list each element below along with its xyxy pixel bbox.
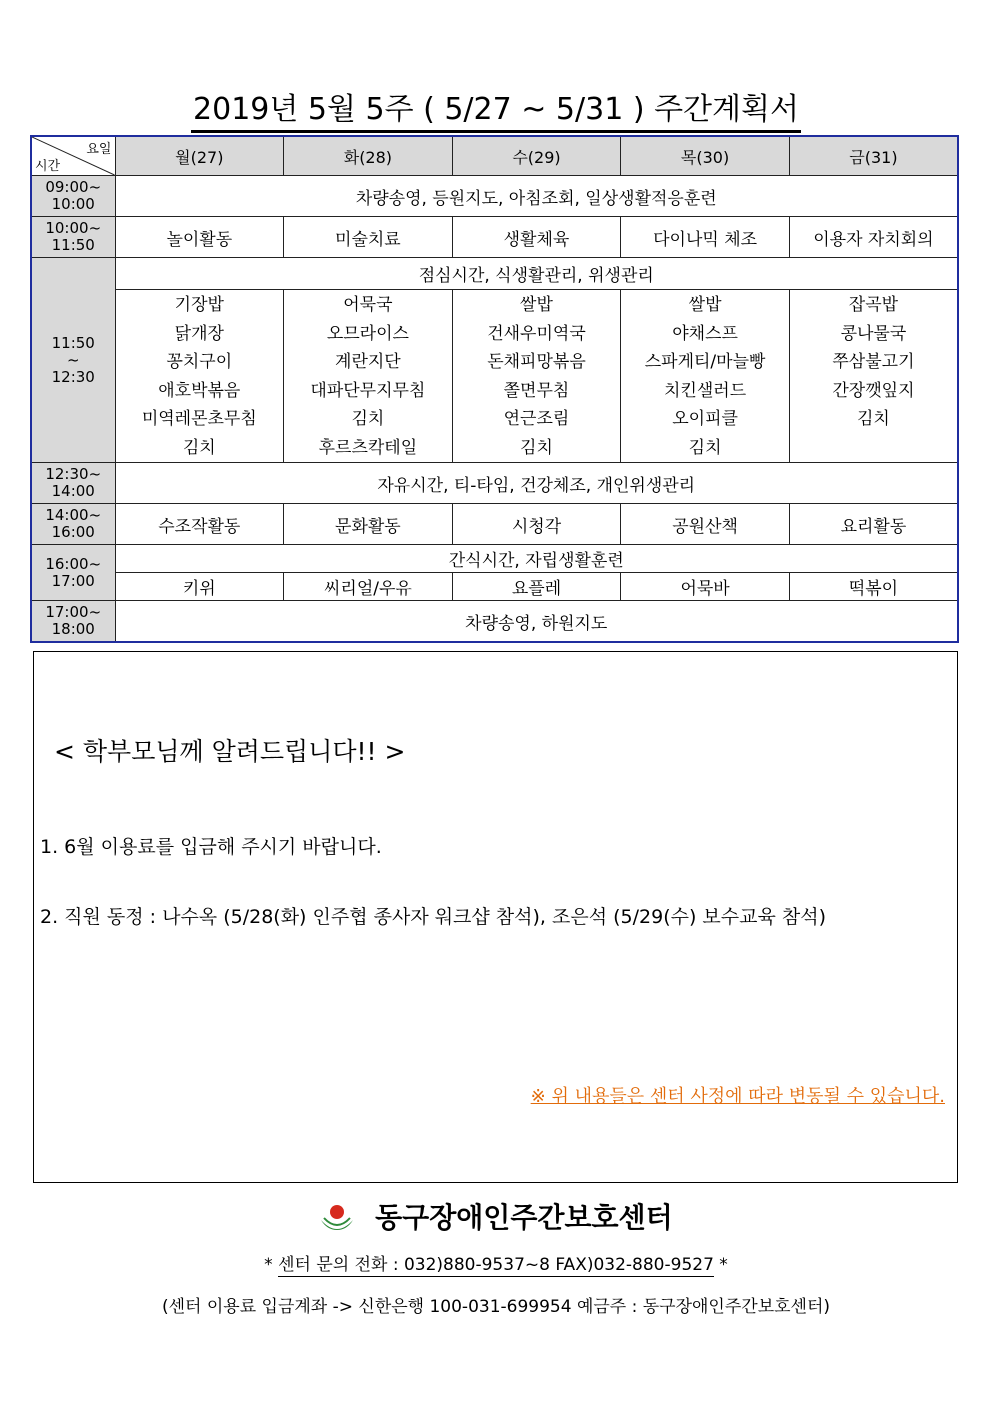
notice-box (33, 651, 958, 1183)
snack-cell: 키위 (115, 573, 284, 601)
time-cell: 11:50 ~ 12:30 (31, 258, 115, 463)
schedule-row (31, 504, 958, 545)
corner-time-label: 시간 (35, 159, 61, 174)
schedule-row (31, 601, 958, 643)
activity-cell: 시청각 (452, 504, 621, 545)
notice-title: < 학부모님께 알려드립니다!! > (54, 737, 406, 766)
day-header-wed: 수(29) (452, 136, 621, 176)
time-cell: 14:00~ 16:00 (31, 504, 115, 545)
corner-cell (31, 136, 115, 176)
time-cell: 12:30~ 14:00 (31, 463, 115, 504)
time-cell: 16:00~ 17:00 (31, 545, 115, 601)
time-cell: 17:00~ 18:00 (31, 601, 115, 643)
day-header-fri: 금(31) (789, 136, 958, 176)
snack-cell: 어묵바 (621, 573, 790, 601)
day-header-tue: 화(28) (284, 136, 453, 176)
activity-cell: 놀이활동 (115, 217, 284, 258)
center-name-text: 동구장애인주간보호센터 (375, 1201, 673, 1234)
activity-cell: 간식시간, 자립생활훈련 (115, 545, 958, 573)
contact-line: * 센터 문의 전화 : 032)880-9537~8 FAX)032-880-9527 * (264, 1255, 728, 1275)
menu-cell-thu: 쌀밥 야채스프 스파게티/마늘빵 치킨샐러드 오이피클 김치 (621, 290, 790, 463)
menu-cell-mon: 기장밥 닭개장 꽁치구이 애호박볶음 미역레몬초무침 김치 (115, 290, 284, 463)
day-header-mon: 월(27) (115, 136, 284, 176)
lunch-menu-row (31, 290, 958, 463)
time-cell: 09:00~ 10:00 (31, 176, 115, 217)
schedule-row (31, 545, 958, 573)
corner-day-label: 요일 (86, 142, 112, 157)
notice-item: 2. 직원 동정 : 나수옥 (5/28(화) 인주협 종사자 워크샵 참석), 조은석 (5/29(수) 보수교육 참석) (40, 906, 826, 928)
menu-cell-tue: 어묵국 오므라이스 계란지단 대파단무지무침 김치 후르츠칵테일 (284, 290, 453, 463)
weekly-schedule-table (30, 135, 959, 643)
notice-disclaimer: ※ 위 내용들은 센터 사정에 따라 변동될 수 있습니다. (530, 1086, 945, 1107)
activity-cell: 수조작활동 (115, 504, 284, 545)
day-header-thu: 목(30) (621, 136, 790, 176)
activity-cell: 차량송영, 등원지도, 아침조회, 일상생활적응훈련 (115, 176, 958, 217)
snack-cell: 떡볶이 (789, 573, 958, 601)
activity-cell: 공원산책 (621, 504, 790, 545)
schedule-row (31, 217, 958, 258)
activity-cell: 자유시간, 티-타임, 건강체조, 개인위생관리 (115, 463, 958, 504)
activity-cell: 요리활동 (789, 504, 958, 545)
contact-phone: 센터 문의 전화 : 032)880-9537~8 FAX)032-880-9527 (278, 1255, 714, 1275)
snack-cell: 씨리얼/우유 (284, 573, 453, 601)
menu-cell-fri: 잡곡밥 콩나물국 쭈삼불고기 간장깻잎지 김치 (789, 290, 958, 463)
time-cell: 10:00~ 11:50 (31, 217, 115, 258)
snack-row (31, 573, 958, 601)
activity-cell: 문화활동 (284, 504, 453, 545)
menu-cell-wed: 쌀밥 건새우미역국 돈채피망볶음 쫄면무침 연근조림 김치 (452, 290, 621, 463)
account-info: (센터 이용료 입금계좌 -> 신한은행 100-031-699954 예금주 : 동구장애인주간보호센터) (161, 1297, 831, 1317)
activity-cell: 점심시간, 식생활관리, 위생관리 (115, 258, 958, 290)
page-title (0, 90, 992, 133)
center-logo-icon (319, 1202, 355, 1236)
page-title-text: 2019년 5월 5주 ( 5/27 ~ 5/31 ) 주간계획서 (191, 90, 801, 133)
activity-cell: 생활체육 (452, 217, 621, 258)
activity-cell: 이용자 자치회의 (789, 217, 958, 258)
schedule-row (31, 258, 958, 290)
center-name (0, 1198, 992, 1238)
header-row (31, 136, 958, 176)
activity-cell: 차량송영, 하원지도 (115, 601, 958, 643)
notice-item: 1. 6월 이용료를 입금해 주시기 바랍니다. (40, 836, 382, 858)
activity-cell: 미술치료 (284, 217, 453, 258)
activity-cell: 다이나믹 체조 (621, 217, 790, 258)
snack-cell: 요플레 (452, 573, 621, 601)
schedule-row (31, 176, 958, 217)
schedule-row (31, 463, 958, 504)
